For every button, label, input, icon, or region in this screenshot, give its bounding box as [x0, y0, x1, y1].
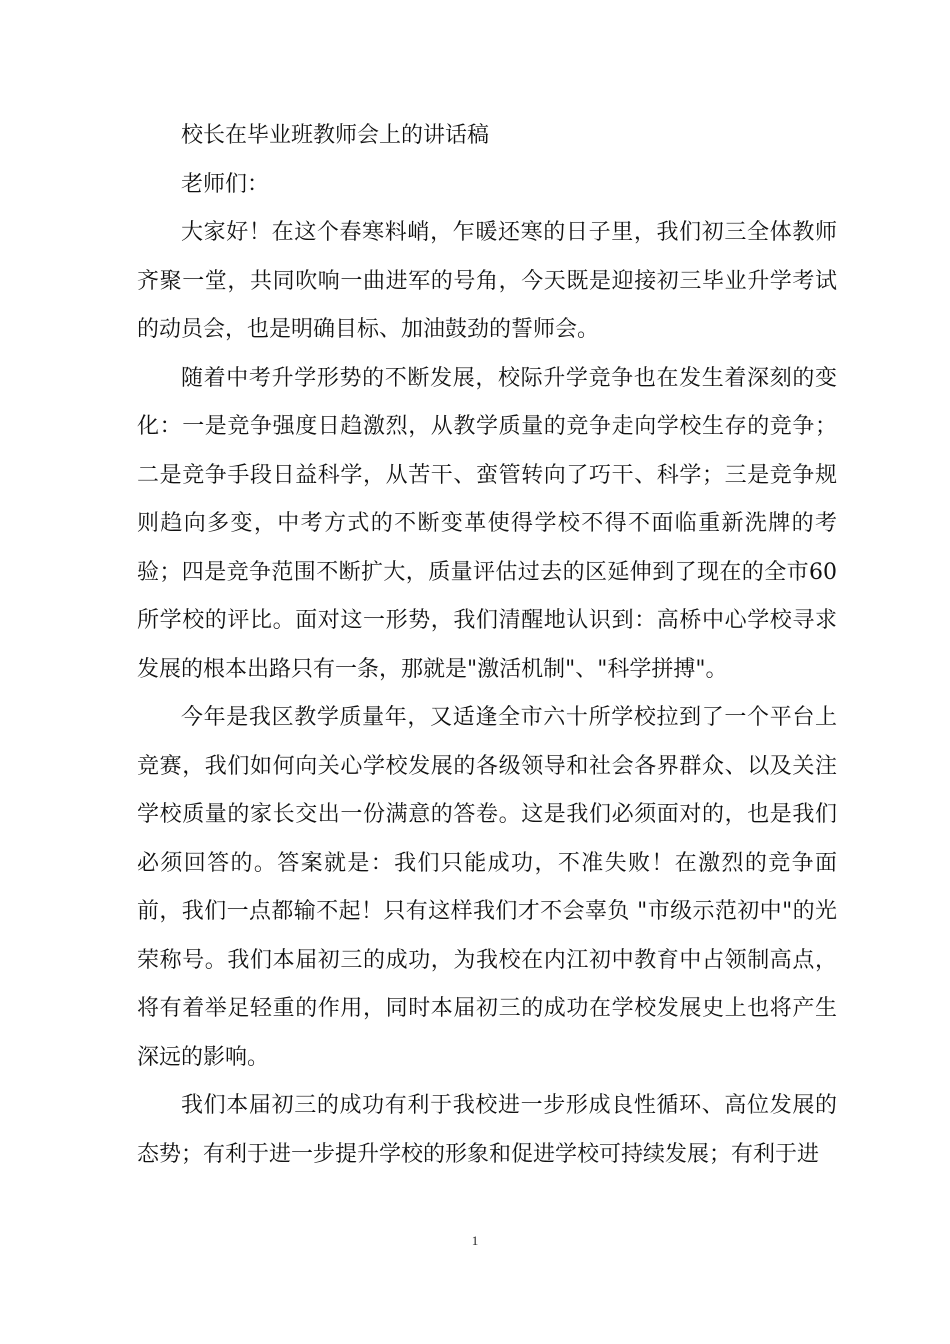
paragraph-1: 大家好！在这个春寒料峭，乍暖还寒的日子里，我们初三全体教师齐聚一堂，共同吹响一曲进军的号角，今天既是迎接初三毕业升学考试的动员会，也是明确目标、加油鼓劲的誓师会。: [137, 220, 837, 342]
document-title: 校长在毕业班教师会上的讲话稿: [181, 123, 490, 148]
salutation: 老师们：: [181, 171, 270, 197]
paragraph-3: 今年是我区教学质量年，又适逢全市六十所学校拉到了一个平台上竞赛，我们如何向关心学校发展的各级领导和社会各界群众、以及关注学校质量的家长交出一份满意的答卷。这是我们必须面对的，也是我们必须回答的。答案就是：我们只能成功，不准失败！在激烈的竞争面前，我们一点都输不起！只有这样我们才不会辜负 "市级示范初中"的光荣称号。我们本届初三的成功，为我校在内江初中教育中占领制高点，将有着举足轻重的作用，同时本届初三的成功在学校发展史上也将产生深远的影响。: [137, 705, 837, 1070]
page-number: 1: [471, 1233, 479, 1248]
paragraph-4: 我们本届初三的成功有利于我校进一步形成良性循环、高位发展的态势；有利于进一步提升学校的形象和促进学校可持续发展；有利于进: [137, 1093, 837, 1167]
paragraph-2: 随着中考升学形势的不断发展，校际升学竞争也在发生着深刻的变化：一是竞争强度日趋激烈，从教学质量的竞争走向学校生存的竞争；二是竞争手段日益科学，从苦干、蛮管转向了巧干、科学；三是竞争规则趋向多变，中考方式的不断变革使得学校不得不面临重新洗牌的考验；四是竞争范围不断扩大，质量评估过去的区延伸到了现在的全市60所学校的评比。面对这一形势，我们清醒地认识到：高桥中心学校寻求发展的根本出路只有一条，那就是"激活机制"、"科学拼搏"。: [137, 365, 837, 682]
document-body: [137, 112, 837, 1179]
